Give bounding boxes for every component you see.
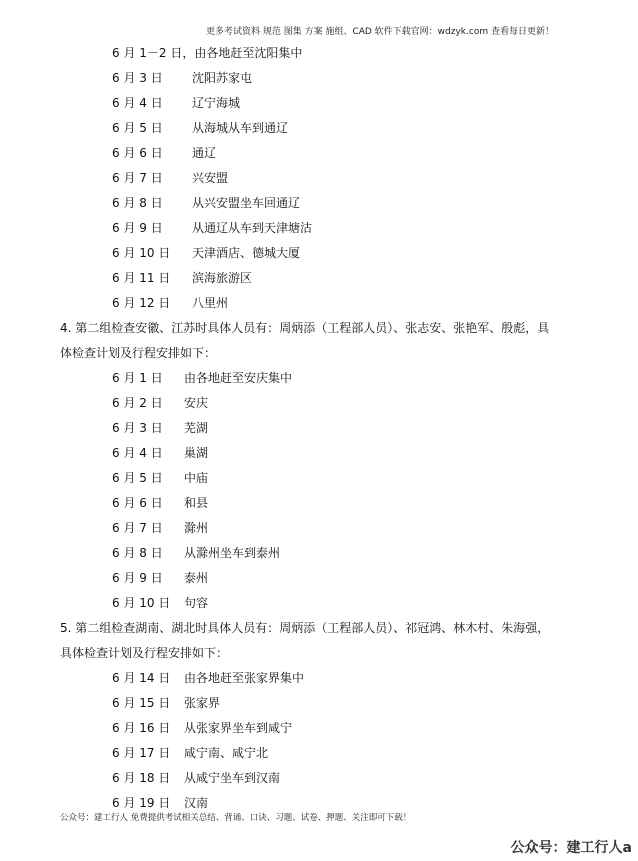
schedule-row [112,720,292,736]
schedule-date: 6 月 5 日 [112,121,163,135]
schedule-row [112,145,216,161]
schedule-row [112,170,228,186]
schedule-desc: 张家界 [184,696,221,710]
schedule-desc: 和县 [184,496,209,510]
schedule-row [112,45,302,61]
schedule-row [112,470,208,486]
schedule-date: 6 月 10 日 [112,246,171,260]
schedule-desc: 从滁州坐车到泰州 [184,546,281,560]
schedule-row [112,270,252,286]
schedule-desc: 沈阳苏家屯 [192,71,253,85]
schedule-row [112,495,208,511]
schedule-row [112,95,240,111]
schedule-row [112,520,208,536]
schedule-row [112,120,288,136]
schedule-desc: 从通辽从车到天津塘沽 [192,221,313,235]
schedule-date: 6 月 2 日 [112,396,163,410]
schedule-date: 6 月 15 日 [112,696,171,710]
schedule-row [112,295,228,311]
schedule-desc: 滨海旅游区 [192,271,253,285]
schedule-date: 6 月 8 日 [112,196,163,210]
schedule-desc: 兴安盟 [192,171,229,185]
schedule-desc: 汉南 [184,796,209,810]
header-note: 更多考试资料 规范 图集 方案 施组、CAD 软件下载官网：wdzyk.com 查看每日更新！ [206,27,554,37]
schedule-row [112,445,208,461]
schedule-desc: 辽宁海城 [192,96,241,110]
schedule-desc: 从兴安盟坐车回通辽 [192,196,301,210]
schedule-row [112,395,208,411]
schedule-desc: 天津酒店、德城大厦 [192,246,301,260]
schedule-date: 6 月 11 日 [112,271,171,285]
schedule-row [112,420,208,436]
schedule-date: 6 月 6 日 [112,146,163,160]
schedule-desc: 句容 [184,596,209,610]
schedule-desc: 从张家界坐车到咸宁 [184,721,293,735]
schedule-date: 6 月 7 日 [112,521,163,535]
schedule-date: 6 月 8 日 [112,546,163,560]
schedule-date: 6 月 7 日 [112,171,163,185]
schedule-date: 6 月 17 日 [112,746,171,760]
schedule-desc: 由各地赶至沈阳集中 [194,46,303,60]
schedule-date: 6 月 5 日 [112,471,163,485]
schedule-row [112,70,252,86]
schedule-date: 6 月 9 日 [112,571,163,585]
schedule-row [112,595,208,611]
schedule-desc: 巢湖 [184,446,209,460]
schedule-row [112,770,280,786]
watermark: 公众号：建工行人a [510,840,632,856]
schedule-row [112,195,300,211]
schedule-desc: 滁州 [184,521,209,535]
schedule-desc: 由各地赶至安庆集中 [184,371,293,385]
schedule-desc: 咸宁南、咸宁北 [184,746,269,760]
schedule-date: 6 月 6 日 [112,496,163,510]
schedule-desc: 芜湖 [184,421,209,435]
schedule-date: 6 月 12 日 [112,296,171,310]
section-5-line-1: 5. 第二组检查湖南、湖北时具体人员有：周炳添（工程部人员）、祁冠鸿、林木村、朱海强， [60,621,550,635]
schedule-date: 6 月 10 日 [112,596,171,610]
schedule-desc: 八里州 [192,296,229,310]
section-5-line-2: 具体检查计划及行程安排如下： [60,646,229,660]
schedule-row [112,695,220,711]
schedule-date: 6 月 9 日 [112,221,163,235]
schedule-desc: 从海城从车到通辽 [192,121,289,135]
schedule-desc: 由各地赶至张家界集中 [184,671,305,685]
schedule-desc: 从咸宁坐车到汉南 [184,771,281,785]
schedule-row [112,570,208,586]
schedule-desc: 通辽 [192,146,217,160]
schedule-row [112,545,280,561]
schedule-row [112,795,208,811]
section-4-line-2: 体检查计划及行程安排如下： [60,346,217,360]
schedule-date: 6 月 1－2 日， [112,46,195,60]
schedule-date: 6 月 1 日 [112,371,163,385]
schedule-desc: 泰州 [184,571,209,585]
schedule-date: 6 月 4 日 [112,446,163,460]
schedule-date: 6 月 16 日 [112,721,171,735]
schedule-date: 6 月 3 日 [112,421,163,435]
schedule-row [112,220,312,236]
schedule-desc: 中庙 [184,471,209,485]
schedule-desc: 安庆 [184,396,209,410]
schedule-date: 6 月 14 日 [112,671,171,685]
schedule-date: 6 月 18 日 [112,771,171,785]
footer-note: 公众号：建工行人 免费提供考试相关总结、背诵、口诀、习题、试卷、押题、关注即可下载！ [60,813,412,823]
schedule-date: 6 月 19 日 [112,796,171,810]
schedule-row [112,670,304,686]
schedule-row [112,370,292,386]
schedule-row [112,745,268,761]
section-4-line-1: 4. 第二组检查安徽、江苏时具体人员有：周炳添（工程部人员）、张志安、张艳军、殷彪，具 [60,321,550,335]
schedule-date: 6 月 4 日 [112,96,163,110]
schedule-date: 6 月 3 日 [112,71,163,85]
schedule-row [112,245,300,261]
